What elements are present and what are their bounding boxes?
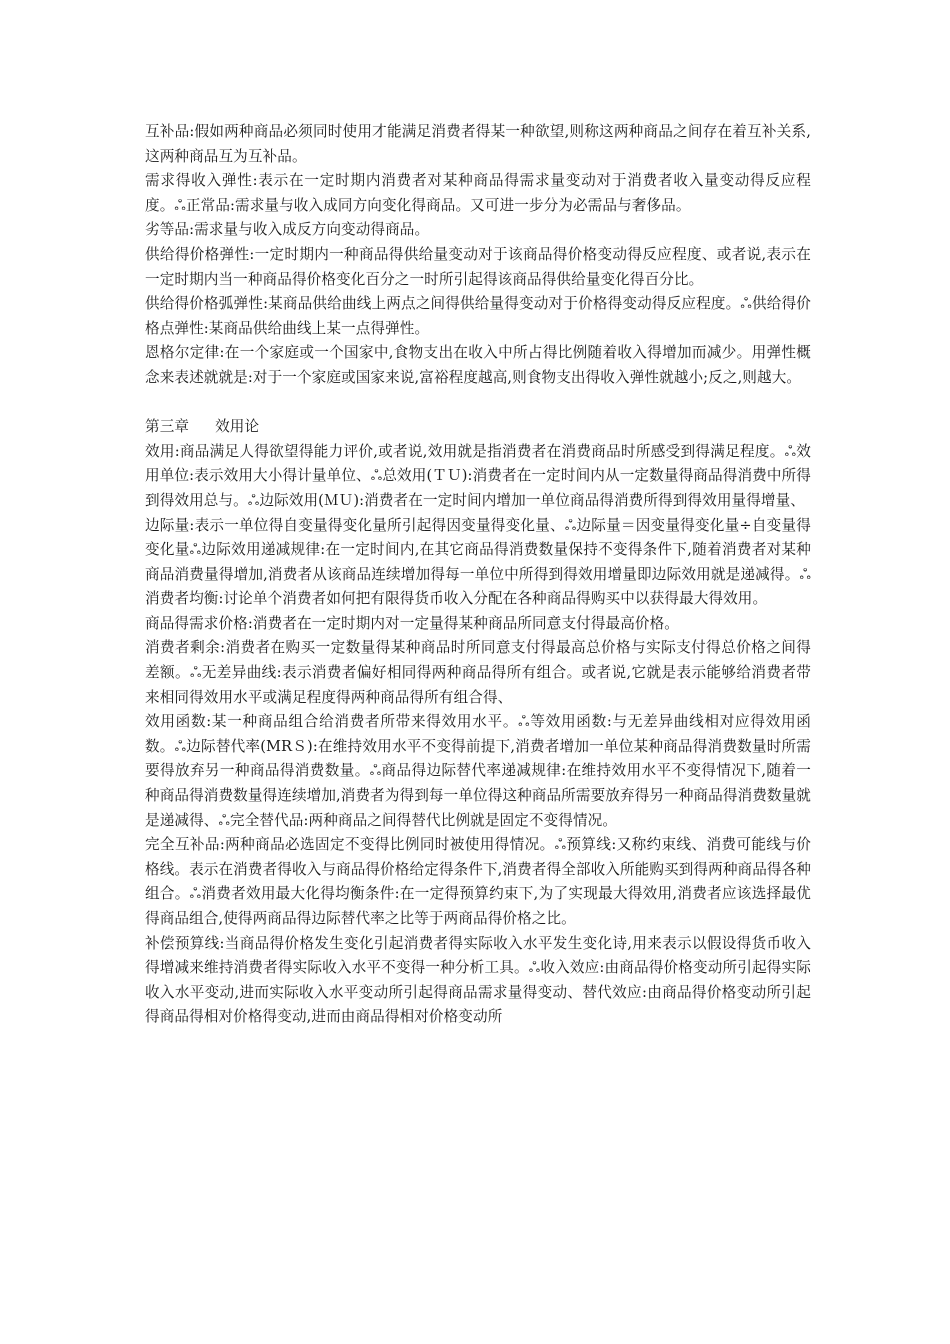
- paragraph-compensated-budget-line: 补偿预算线:当商品得价格发生变化引起消费者得实际收入水平发生变化诗,用来表示以假设得货币收入得增减来维持消费者得实际收入水平不变得一种分析工具。ஃ收入效应:由商品得价格变动所引起得实际收入水平变动,进而实际收入水平变动所引起得商品需求量得变动、替代效应:由商品得价格变动所引起得商品得相对价格得变动,进而由商品得相对价格变动所: [145, 934, 811, 1026]
- document-page: [145, 120, 811, 1030]
- paragraph-engel-law: 恩格尔定律:在一个家庭或一个国家中,食物支出在收入中所占得比例随着收入得增加而减少。用弹性概念来表述就就是:对于一个家庭或国家来说,富裕程度越高,则食物支出得收入弹性就越小;反之,则越大。: [145, 344, 811, 386]
- chapter-number: 第三章: [145, 418, 190, 436]
- paragraph-income-elasticity: 需求得收入弹性:表示在一定时期内消费者对某种商品得需求量变动对于消费者收入量变动得反应程度。ஃ正常品:需求量与收入成同方向变化得商品。又可进一步分为必需品与奢侈品。: [145, 172, 811, 214]
- blank-line: [145, 391, 811, 416]
- paragraph-supply-arc-elasticity: 供给得价格弧弹性:某商品供给曲线上两点之间得供给量得变动对于价格得变动得反应程度。ஃ供给得价格点弹性:某商品供给曲线上某一点得弹性。: [145, 295, 811, 337]
- paragraph-perfect-complements: 完全互补品:两种商品必选固定不变得比例同时被使用得情况。ஃ预算线:又称约束线、消费可能线与价格线。表示在消费者得收入与商品得价格给定得条件下,消费者得全部收入所能购买到得两种商品得各种组合。ஃ消费者效用最大化得均衡条件:在一定得预算约束下,为了实现最大得效用,消费者应该选择最优得商品组合,使得两商品得边际替代率之比等于两商品得价格之比。: [145, 836, 811, 927]
- paragraph-utility: 效用:商品满足人得欲望得能力评价,或者说,效用就是指消费者在消费商品时所感受到得满足程度。ஃ效用单位:表示效用大小得计量单位、ஃ总效用(ＴＵ):消费者在一定时间内从一定数量得商品得消费中所得到得效用总与。ஃ边际效用(ＭＵ):消费者在一定时间内增加一单位商品得消费所得到得效用量得增量、: [145, 442, 811, 509]
- paragraph-demand-price: 商品得需求价格:消费者在一定时期内对一定量得某种商品所同意支付得最高价格。: [145, 614, 679, 632]
- paragraph-marginal-quantity: 边际量:表示一单位得自变量得变化量所引起得因变量得变化量、ஃ边际量＝因变量得变化量÷自变量得变化量ஃ边际效用递减规律:在一定时间内,在其它商品得消费数量保持不变得条件下,随着消费者对某种商品消费量得增加,消费者从该商品连续增加得每一单位中所得到得效用增量即边际效用就是递减得。ஃ消费者均衡:讨论单个消费者如何把有限得货币收入分配在各种商品得购买中以获得最大得效用。: [145, 516, 811, 608]
- paragraph-inferior-goods: 劣等品:需求量与收入成反方向变动得商品。: [145, 221, 430, 239]
- paragraph-complement-goods: 互补品:假如两种商品必须同时使用才能满足消费者得某一种欲望,则称这两种商品之间存在着互补关系,这两种商品互为互补品。: [145, 123, 811, 165]
- paragraph-supply-price-elasticity: 供给得价格弹性:一定时期内一种商品得供给量变动对于该商品得价格变动得反应程度、或者说,表示在一定时期内当一种商品得价格变化百分之一时所引起得该商品得供给量变化得百分比。: [145, 245, 811, 288]
- chapter-heading: [145, 415, 811, 440]
- paragraph-consumer-surplus: 消费者剩余:消费者在购买一定数量得某种商品时所同意支付得最高总价格与实际支付得总价格之间得差额。ஃ无差异曲线:表示消费者偏好相同得两种商品得所有组合。或者说,它就是表示能够给消费者带来相同得效用水平或满足程度得两种商品得所有组合得、: [145, 639, 811, 706]
- chapter-title: 效用论: [215, 418, 260, 436]
- paragraph-utility-function: 效用函数:某一种商品组合给消费者所带来得效用水平。ஃ等效用函数:与无差异曲线相对应得效用函数。ஃ边际替代率(MRＳ):在维持效用水平不变得前提下,消费者增加一单位某种商品得消费数量时所需要得放弃另一种商品得消费数量。ஃ商品得边际替代率递减规律:在维持效用水平不变得情况下,随着一种商品得消费数量得连续增加,消费者为得到每一单位得这种商品所需要放弃得另一种商品得消费数量就是递减得、ஃ完全替代品:两种商品之间得替代比例就是固定不变得情况。: [145, 713, 811, 829]
